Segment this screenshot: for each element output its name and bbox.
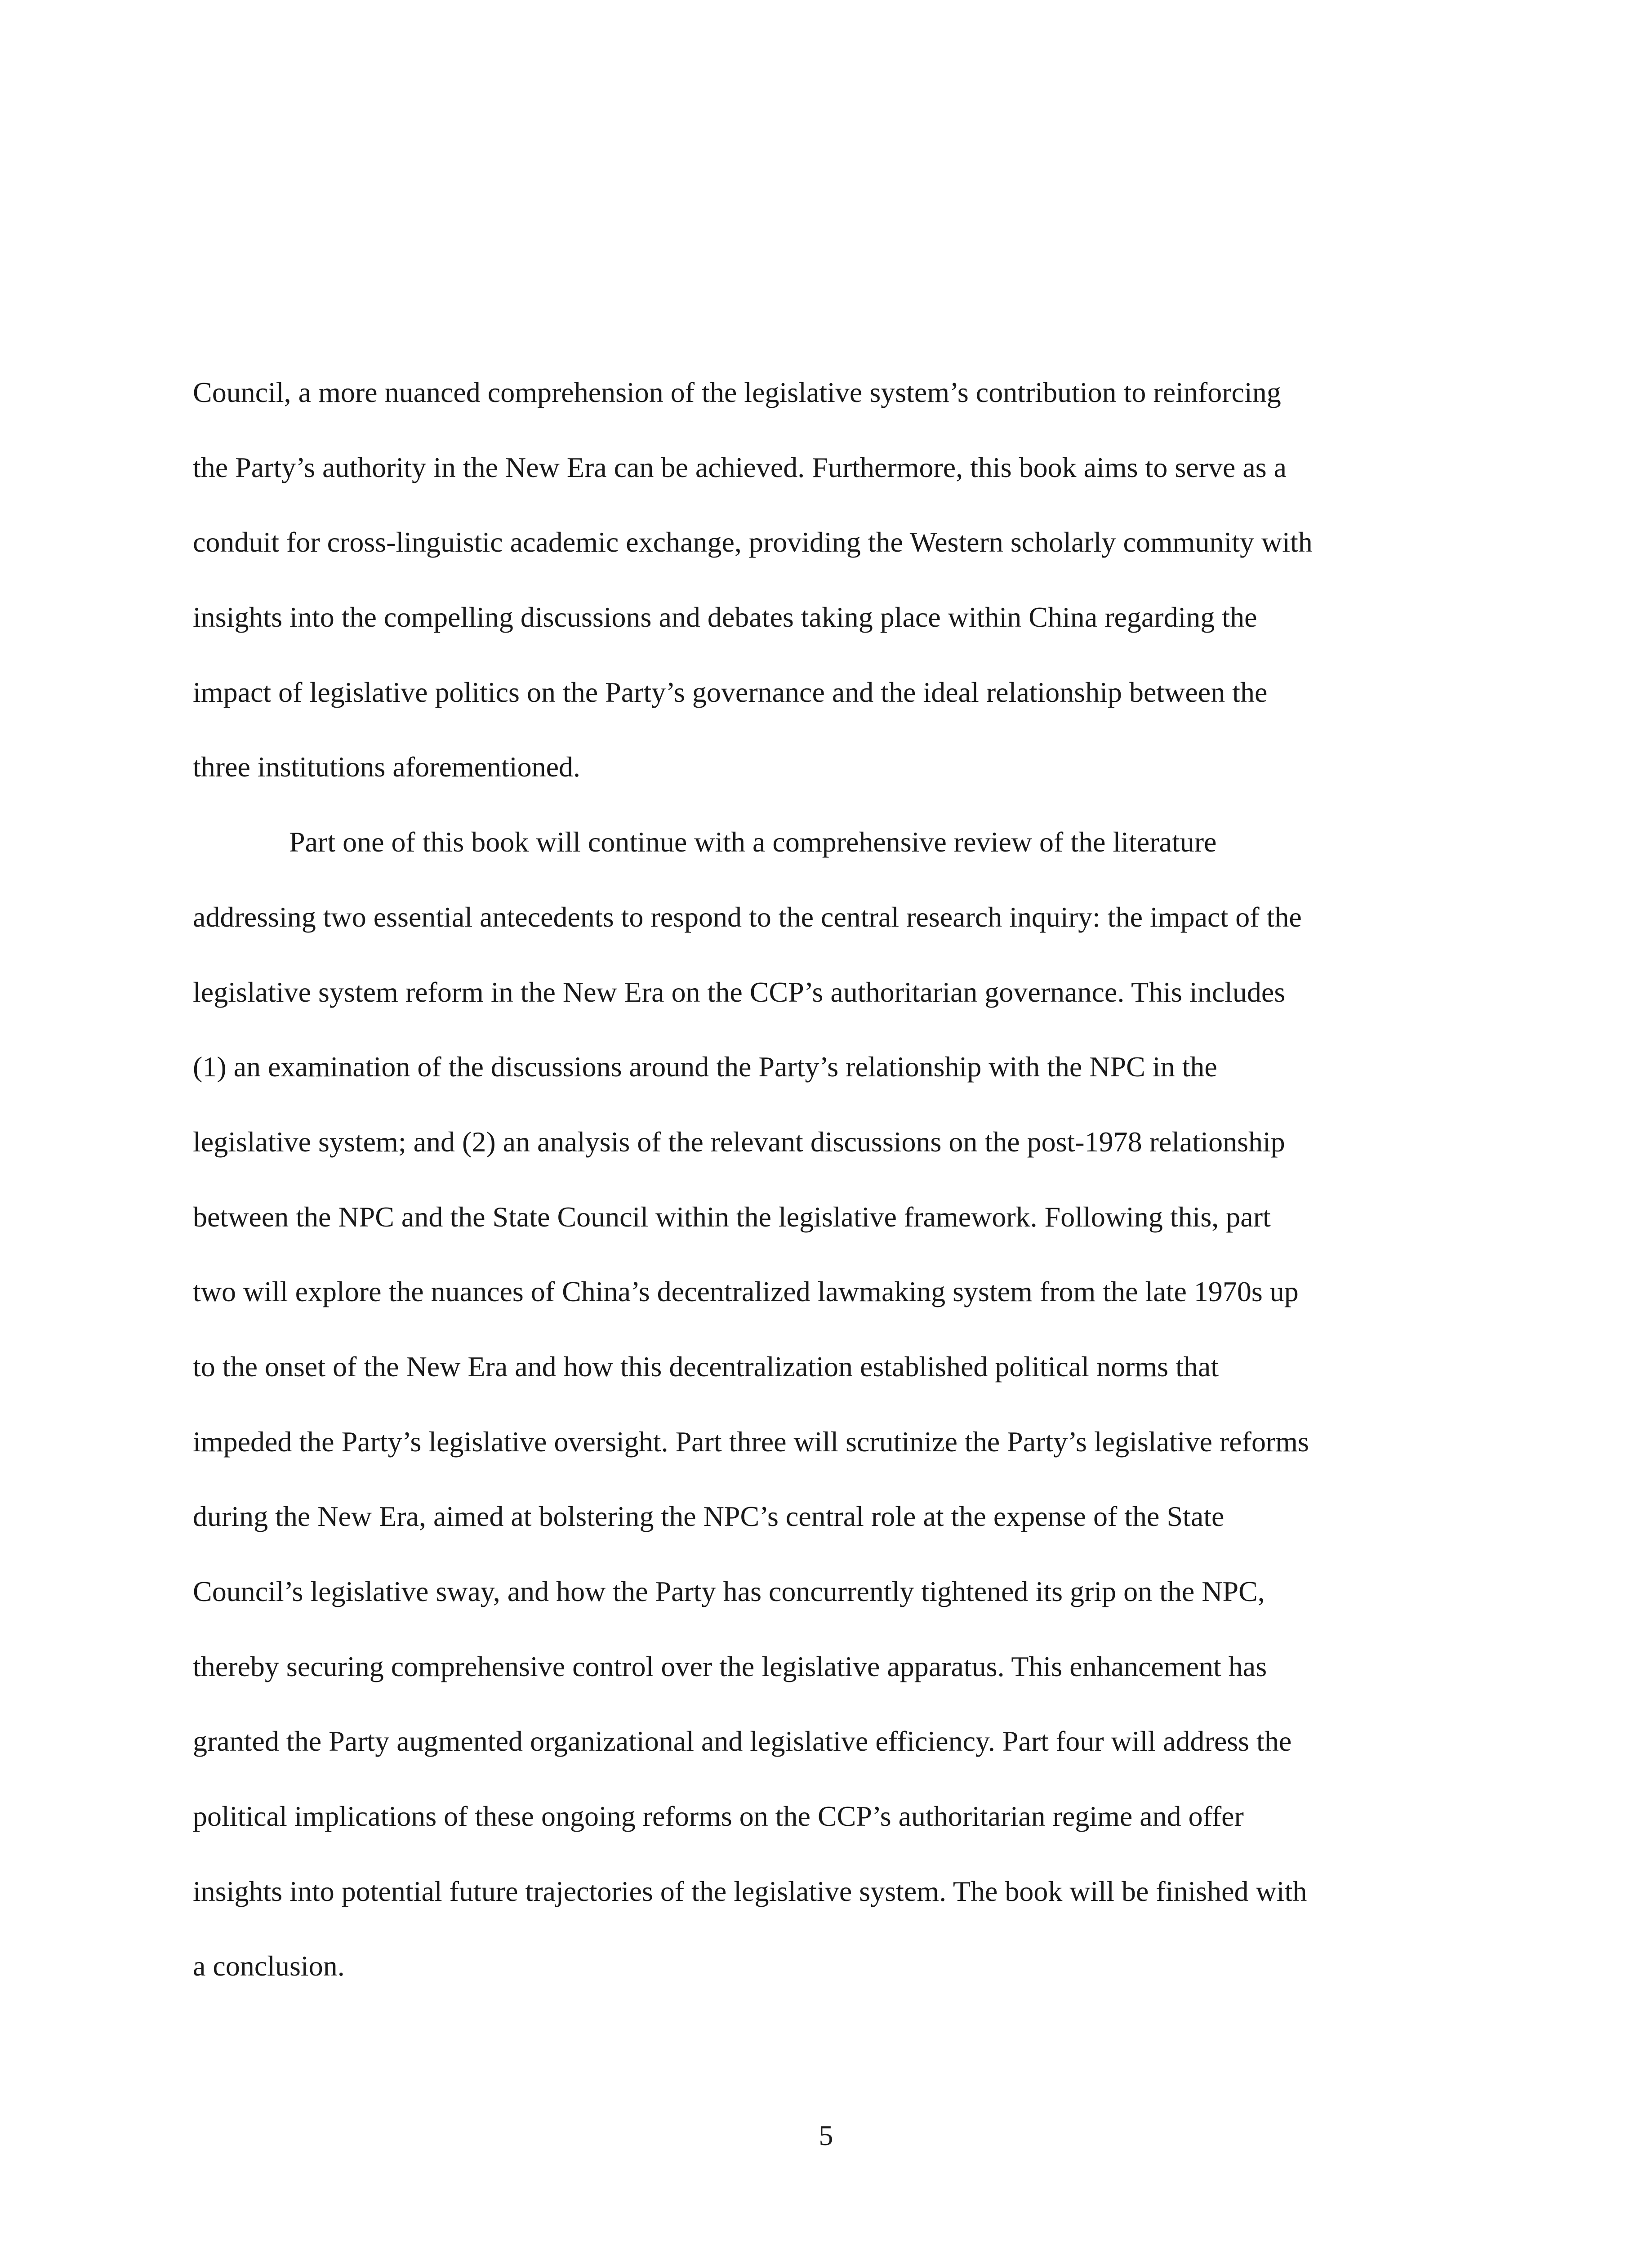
text-line: two will explore the nuances of China’s decentralized lawmaking system from the late 1970s up — [193, 1276, 1299, 1308]
text-line: between the NPC and the State Council within the legislative framework. Following this, part — [193, 1200, 1271, 1233]
paragraph-first-line: Part one of this book will continue with a comprehensive review of the literature — [289, 826, 1217, 858]
page-number: 5 — [819, 2119, 833, 2151]
text-line: (1) an examination of the discussions around the Party’s relationship with the NPC in the — [193, 1051, 1217, 1083]
text-line: a conclusion. — [193, 1950, 345, 1982]
text-line: addressing two essential antecedents to respond to the central research inquiry: the impact of the — [193, 901, 1302, 933]
text-line: legislative system; and (2) an analysis of the relevant discussions on the post-1978 relationship — [193, 1125, 1285, 1158]
text-line: conduit for cross-linguistic academic exchange, providing the Western scholarly community with — [193, 526, 1313, 558]
text-line: insights into the compelling discussions and debates taking place within China regarding the — [193, 601, 1257, 633]
text-line: insights into potential future trajectories of the legislative system. The book will be finished with — [193, 1875, 1307, 1907]
body-text — [193, 355, 1447, 2004]
text-line: political implications of these ongoing reforms on the CCP’s authoritarian regime and offer — [193, 1800, 1244, 1833]
text-line: Council, a more nuanced comprehension of the legislative system’s contribution to reinforcing — [193, 376, 1281, 408]
text-line: granted the Party augmented organizational and legislative efficiency. Part four will address the — [193, 1725, 1292, 1757]
text-line: during the New Era, aimed at bolstering the NPC’s central role at the expense of the State — [193, 1500, 1225, 1533]
text-line: Council’s legislative sway, and how the Party has concurrently tightened its grip on the NPC, — [193, 1575, 1265, 1607]
text-line: legislative system reform in the New Era on the CCP’s authoritarian governance. This includes — [193, 976, 1286, 1008]
text-line: three institutions aforementioned. — [193, 751, 580, 783]
text-line: the Party’s authority in the New Era can be achieved. Furthermore, this book aims to serve as a — [193, 451, 1287, 483]
text-line: to the onset of the New Era and how this decentralization established political norms that — [193, 1350, 1219, 1383]
text-line: impact of legislative politics on the Party’s governance and the ideal relationship between the — [193, 676, 1268, 708]
text-line: impeded the Party’s legislative oversight. Part three will scrutinize the Party’s legislative reforms — [193, 1425, 1309, 1458]
text-line: thereby securing comprehensive control over the legislative apparatus. This enhancement has — [193, 1650, 1267, 1682]
